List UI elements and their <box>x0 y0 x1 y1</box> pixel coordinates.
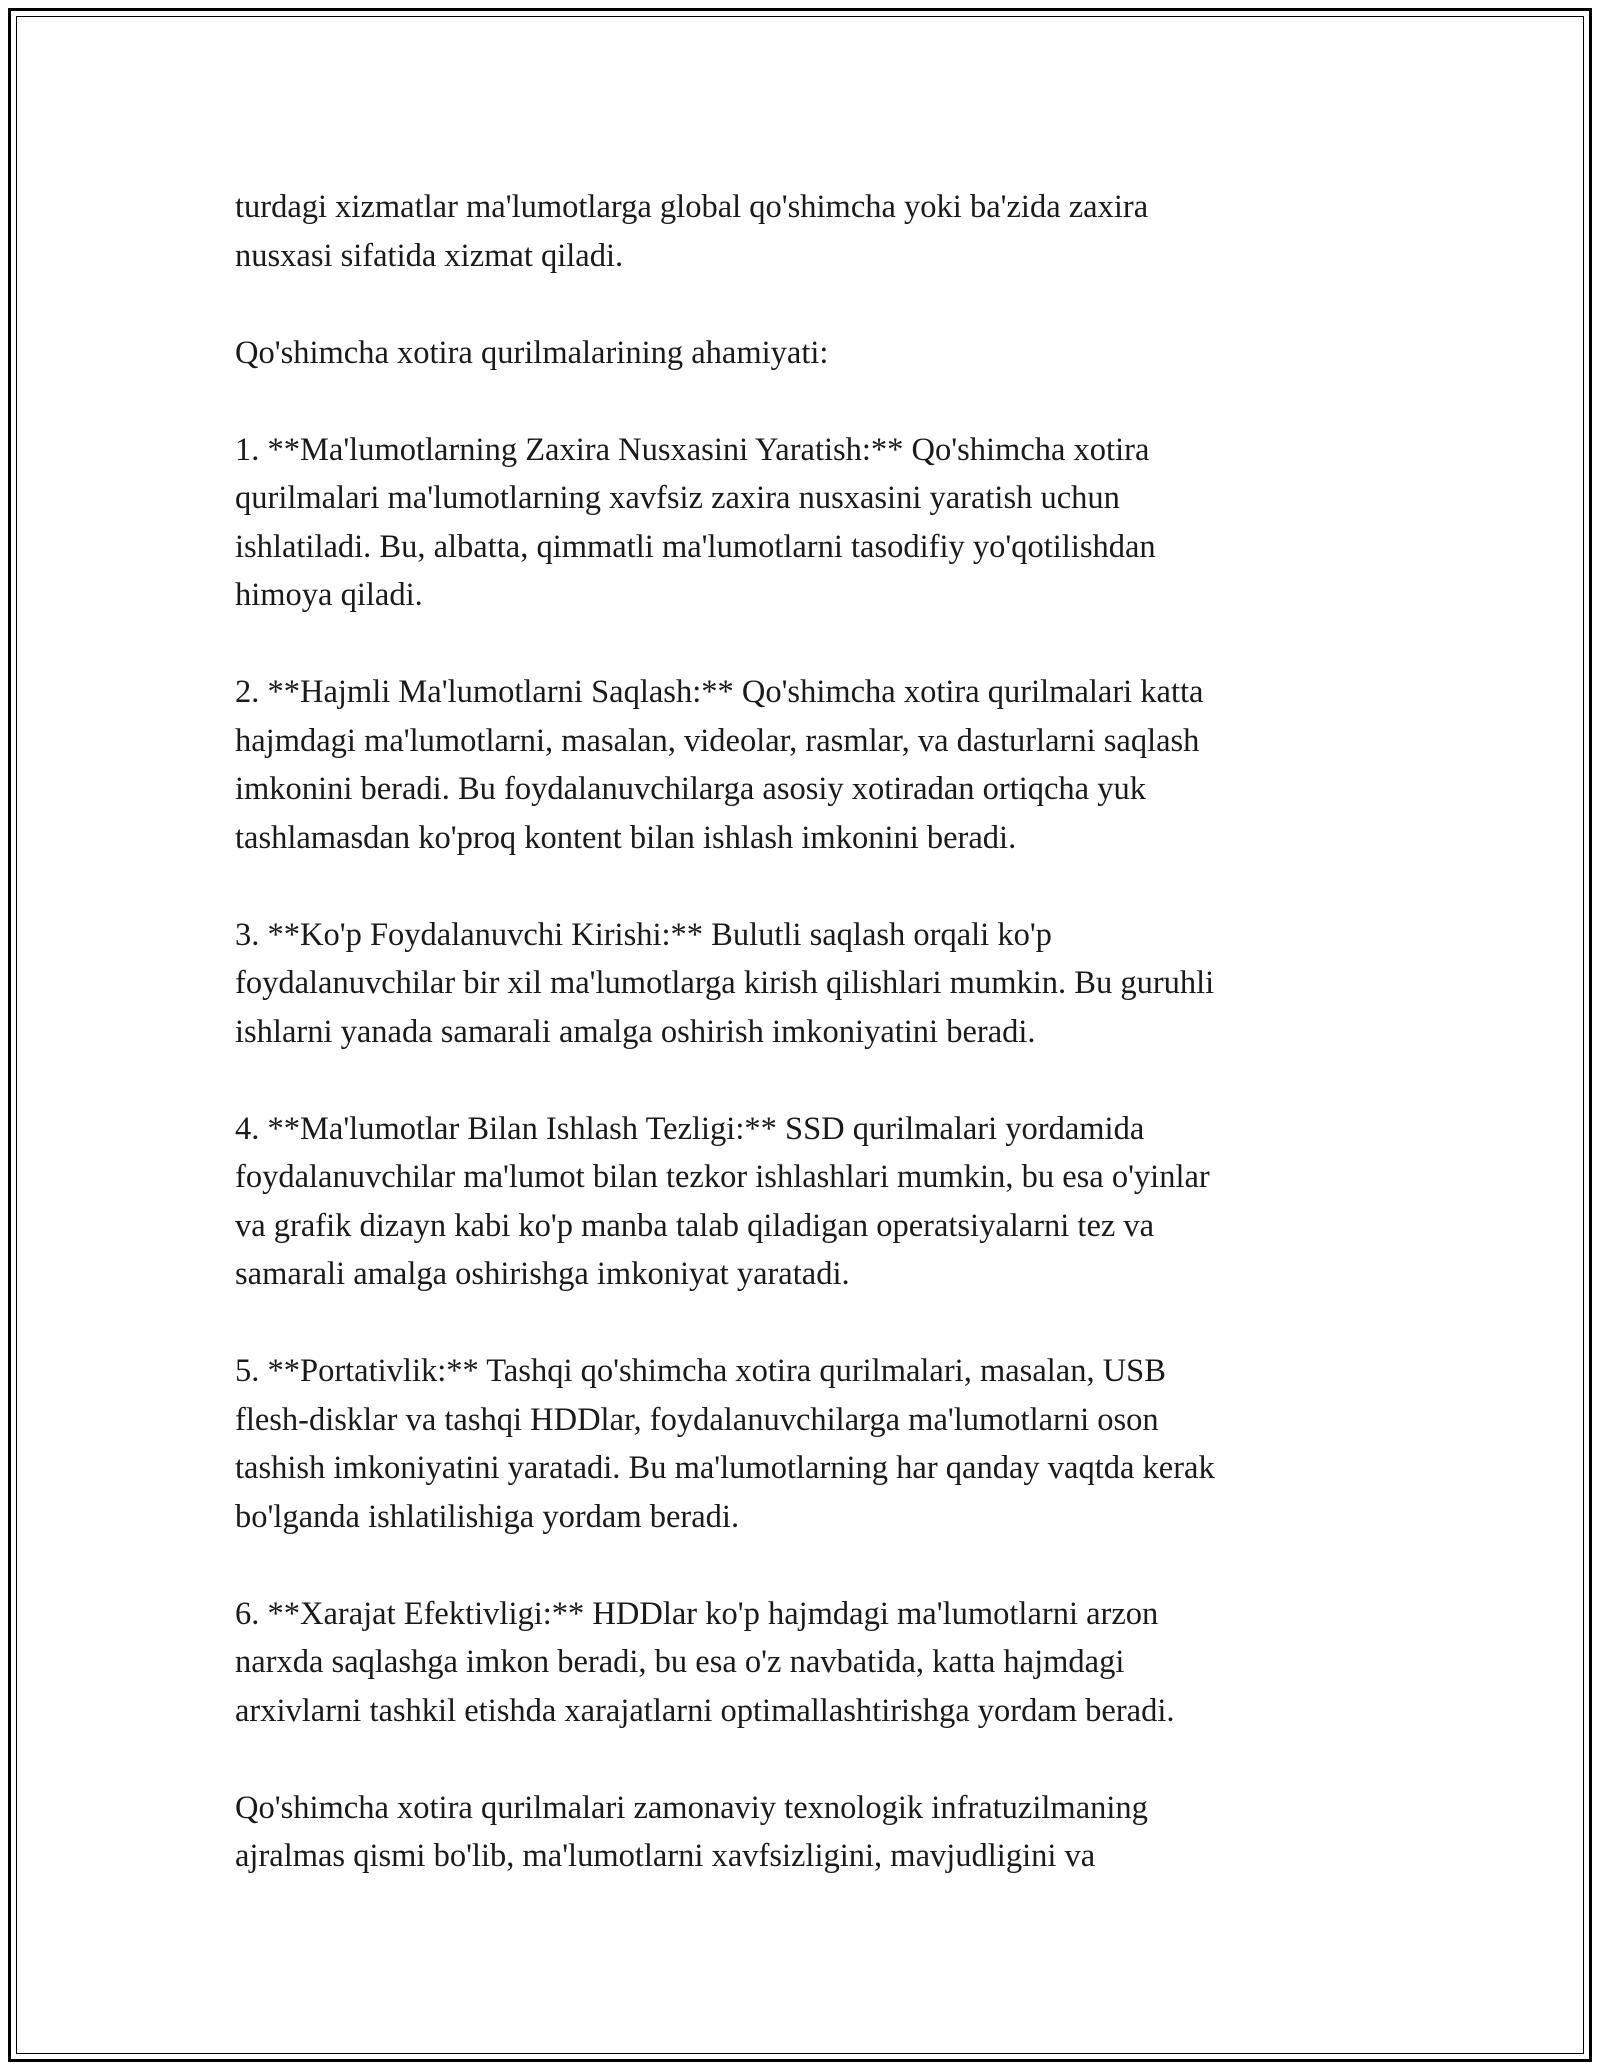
list-item-6: 6. **Xarajat Efektivligi:** HDDlar ko'p hajmdagi ma'lumotlarni arzon narxda saqlashga imkon beradi, bu esa o'z navbatida, katta hajmdagi arxivlarni tashkil etishda xarajatlarni optimallashtirishga yordam beradi. <box>235 1595 1175 1729</box>
paragraph-intro: turdagi xizmatlar ma'lumotlarga global qo'shimcha yoki ba'zida zaxira nusxasi sifatida xizmat qiladi. <box>235 189 1149 274</box>
list-item-5: 5. **Portativlik:** Tashqi qo'shimcha xotira qurilmalari, masalan, USB flesh-disklar va tashqi HDDlar, foydalanuvchilarga ma'lumotlarni oson tashish imkoniyatini yaratadi. Bu ma'lumotlarning har qanday vaqtda kerak bo'lganda ishlatilishiga yordam beradi. <box>235 1353 1215 1535</box>
list-item-1: 1. **Ma'lumotlarning Zaxira Nusxasini Yaratish:** Qo'shimcha xotira qurilmalari ma'lumotlarning xavfsiz zaxira nusxasini yaratish uchun ishlatiladi. Bu, albatta, qimmatli ma'lumotlarni tasodifiy yo'qotilishdan himoya qiladi. <box>235 431 1156 613</box>
document-body <box>235 183 1375 1929</box>
list-item-3: 3. **Ko'p Foydalanuvchi Kirishi:** Bulutli saqlash orqali ko'p foydalanuvchilar bir xil ma'lumotlarga kirish qilishlari mumkin. Bu guruhli ishlarni yanada samarali amalga oshirish imkoniyatini beradi. <box>235 916 1215 1050</box>
section-heading: Qo'shimcha xotira qurilmalarining ahamiyati: <box>235 334 829 371</box>
list-item-4: 4. **Ma'lumotlar Bilan Ishlash Tezligi:** SSD qurilmalari yordamida foydalanuvchilar ma'lumot bilan tezkor ishlashlari mumkin, bu esa o'yinlar va grafik dizayn kabi ko'p manba talab qiladigan operatsiyalarni tez va samarali amalga oshirishga imkoniyat yaratadi. <box>235 1110 1210 1292</box>
list-item-2: 2. **Hajmli Ma'lumotlarni Saqlash:** Qo'shimcha xotira qurilmalari katta hajmdagi ma'lumotlarni, masalan, videolar, rasmlar, va dasturlarni saqlash imkonini beradi. Bu foydalanuvchilarga asosiy xotiradan ortiqcha yuk tashlamasdan ko'proq kontent bilan ishlash imkonini beradi. <box>235 674 1204 856</box>
paragraph-conclusion: Qo'shimcha xotira qurilmalari zamonaviy texnologik infratuzilmaning ajralmas qismi bo'lib, ma'lumotlarni xavfsizligini, mavjudligini va <box>235 1789 1148 1874</box>
